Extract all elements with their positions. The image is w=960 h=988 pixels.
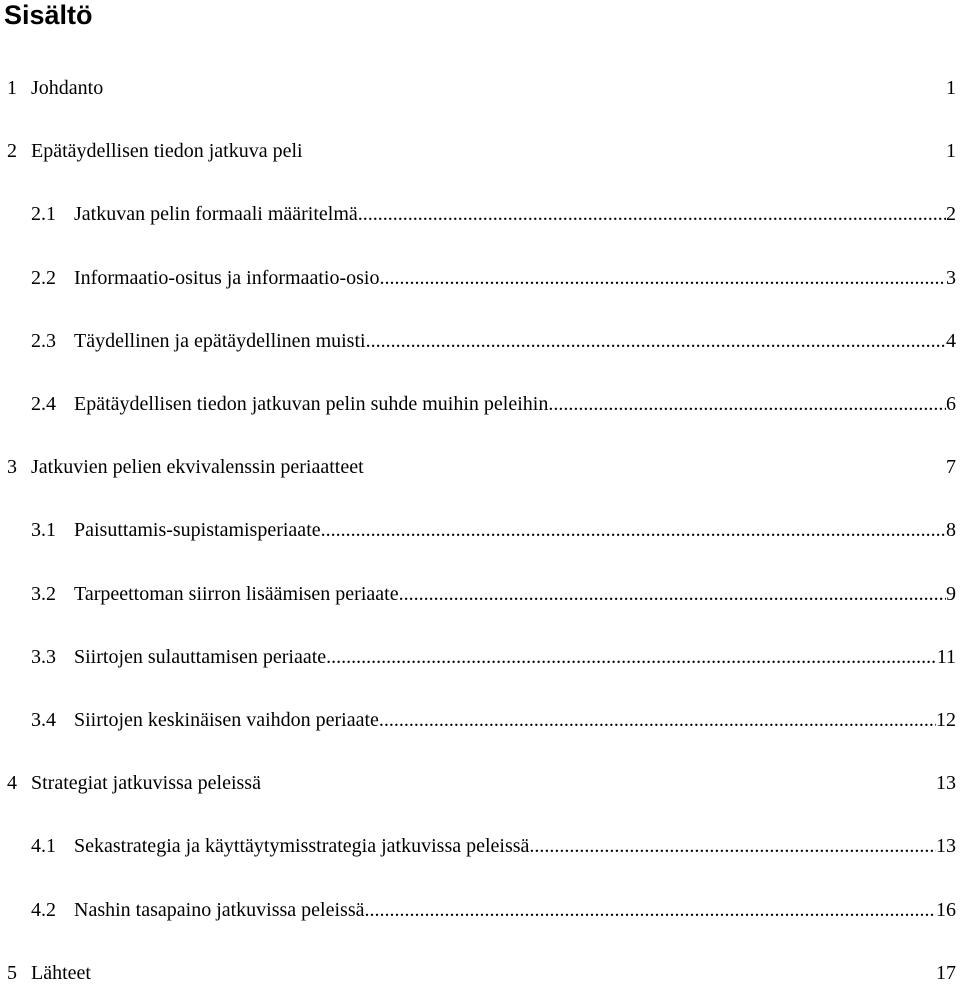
dot-leader bbox=[379, 263, 946, 293]
toc-entry-line bbox=[74, 705, 956, 735]
toc-entry-page: 1 bbox=[946, 140, 956, 163]
toc-entry-title: Lähteet bbox=[31, 961, 91, 984]
toc-entry-number: 3.1 bbox=[31, 519, 56, 542]
toc-entry-number: 4.2 bbox=[31, 898, 56, 921]
toc-entry-line bbox=[74, 642, 956, 672]
toc-chapter-entry[interactable] bbox=[0, 73, 960, 103]
toc-entry-title: Jatkuvien pelien ekvivalenssin periaatteet bbox=[31, 456, 364, 479]
toc-entry-number: 2.2 bbox=[31, 266, 56, 289]
toc-entry-page: 8 bbox=[946, 519, 956, 542]
dot-leader bbox=[326, 642, 937, 672]
dot-leader bbox=[365, 895, 937, 925]
toc-section-entry[interactable] bbox=[0, 199, 960, 229]
toc-entry-line bbox=[74, 579, 956, 609]
toc-entry-line bbox=[74, 515, 956, 545]
toc-entry-title: Tarpeettoman siirron lisäämisen periaate bbox=[74, 582, 399, 605]
toc-entry-title: Paisuttamis-supistamisperiaate bbox=[74, 519, 321, 542]
toc-chapter-entry[interactable] bbox=[0, 452, 960, 482]
toc-entry-title: Täydellinen ja epätäydellinen muisti bbox=[74, 329, 366, 352]
dot-leader bbox=[366, 326, 946, 356]
toc-entry-number: 4.1 bbox=[31, 835, 56, 858]
toc-entry-page: 6 bbox=[946, 393, 956, 415]
toc-section-entry[interactable] bbox=[0, 515, 960, 545]
dot-leader bbox=[529, 831, 936, 861]
dot-leader bbox=[379, 705, 936, 735]
dot-leader bbox=[548, 389, 946, 419]
toc-entry-title: Siirtojen keskinäisen vaihdon periaate bbox=[74, 709, 379, 731]
toc-entry-number: 2 bbox=[7, 140, 17, 163]
toc-entry-page: 7 bbox=[946, 456, 956, 479]
toc-section-entry[interactable] bbox=[0, 326, 960, 356]
toc-entry-line bbox=[74, 326, 956, 356]
toc-entry-number: 1 bbox=[7, 77, 17, 99]
toc-entry-page: 9 bbox=[946, 582, 956, 605]
toc-entry-line bbox=[74, 389, 956, 419]
toc-entry-page: 13 bbox=[936, 835, 956, 858]
toc-entry-line bbox=[74, 895, 956, 925]
toc-section-entry[interactable] bbox=[0, 642, 960, 672]
toc-entry-page: 3 bbox=[946, 266, 956, 289]
toc-entry-page: 16 bbox=[936, 898, 956, 921]
toc-entry-number: 2.4 bbox=[31, 393, 56, 415]
toc-entry-title: Nashin tasapaino jatkuvissa peleissä bbox=[74, 898, 365, 921]
toc-entry-number: 3 bbox=[7, 456, 17, 479]
toc-entry-page: 4 bbox=[946, 329, 956, 352]
toc-entry-title: Strategiat jatkuvissa peleissä bbox=[31, 772, 261, 795]
toc-entry-title: Informaatio-ositus ja informaatio-osio bbox=[74, 266, 380, 289]
toc-entry-title: Johdanto bbox=[31, 77, 104, 99]
toc-entry-title: Siirtojen sulauttamisen periaate bbox=[74, 645, 327, 668]
toc-chapter-entry[interactable] bbox=[0, 958, 960, 988]
toc-entry-title: Sekastrategia ja käyttäytymisstrategia jatkuvissa peleissä bbox=[74, 835, 530, 858]
toc-entry-number: 5 bbox=[7, 961, 17, 984]
toc-section-entry[interactable] bbox=[0, 831, 960, 861]
page-title: Sisältö bbox=[4, 0, 93, 30]
toc-section-entry[interactable] bbox=[0, 705, 960, 735]
toc-entry-line bbox=[74, 263, 956, 293]
toc-section-entry[interactable] bbox=[0, 895, 960, 925]
toc-entry-page: 1 bbox=[946, 77, 956, 99]
toc-chapter-entry[interactable] bbox=[0, 768, 960, 798]
dot-leader bbox=[358, 199, 946, 229]
toc-section-entry[interactable] bbox=[0, 579, 960, 609]
toc-entry-number: 3.3 bbox=[31, 645, 56, 668]
toc-section-entry[interactable] bbox=[0, 263, 960, 293]
toc-entry-number: 4 bbox=[7, 772, 17, 795]
toc-entry-number: 2.3 bbox=[31, 329, 56, 352]
toc-entry-number: 3.2 bbox=[31, 582, 56, 605]
toc-entry-page: 13 bbox=[936, 772, 956, 795]
toc-entry-line bbox=[74, 831, 956, 861]
toc-entry-line bbox=[74, 199, 956, 229]
dot-leader bbox=[321, 515, 946, 545]
toc-entry-page: 17 bbox=[936, 961, 956, 984]
toc-chapter-entry[interactable] bbox=[0, 136, 960, 166]
toc-entry-title: Epätäydellisen tiedon jatkuva peli bbox=[31, 140, 303, 163]
toc-section-entry[interactable] bbox=[0, 389, 960, 419]
dot-leader bbox=[399, 579, 946, 609]
toc-entry-number: 3.4 bbox=[31, 709, 56, 731]
toc-entry-title: Jatkuvan pelin formaali määritelmä bbox=[74, 203, 358, 226]
toc-entry-page: 11 bbox=[936, 645, 956, 668]
toc-entry-page: 12 bbox=[936, 709, 956, 731]
toc-entry-title: Epätäydellisen tiedon jatkuvan pelin suhde muihin peleihin bbox=[74, 393, 549, 415]
toc-entry-number: 2.1 bbox=[31, 203, 56, 226]
toc-entry-page: 2 bbox=[946, 203, 956, 226]
